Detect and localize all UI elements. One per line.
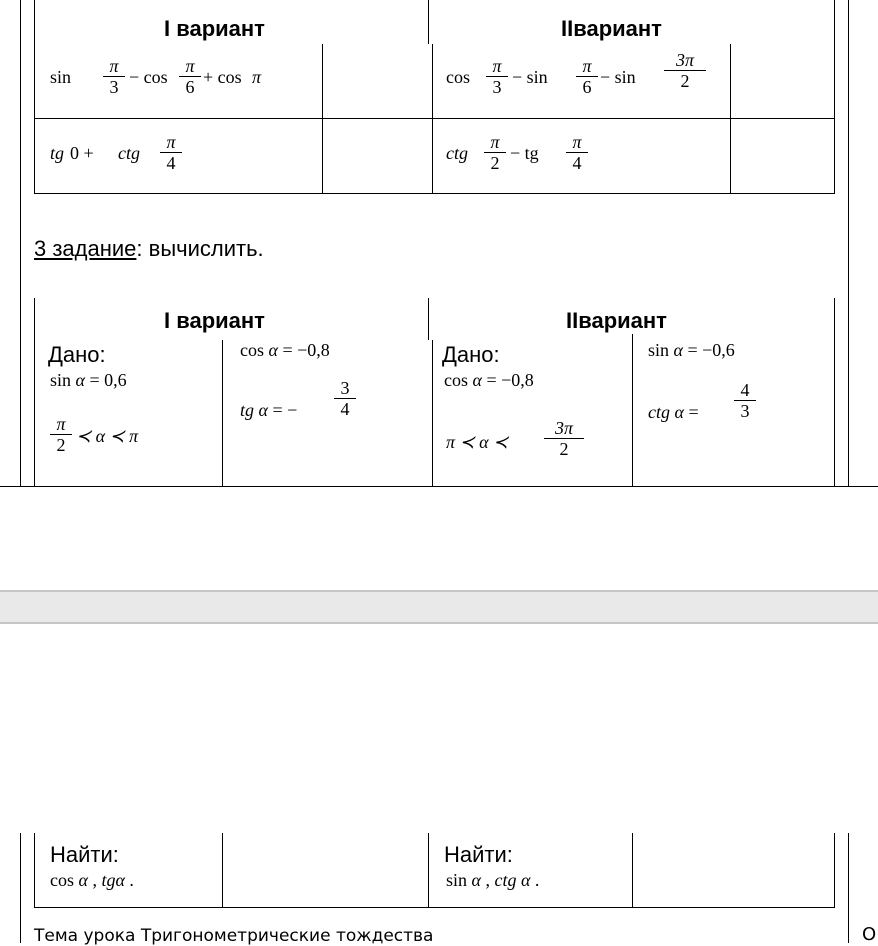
task3-v1-find-label: Найти: — [50, 842, 119, 867]
task3-v1-given-line1: sin α = 0,6 — [50, 370, 127, 390]
page-1-bottom-edge — [0, 486, 878, 487]
task3-header-variant-1: I вариант — [164, 308, 265, 333]
task3-v2-given-label: Дано: — [442, 342, 500, 367]
page-border-left — [20, 0, 21, 486]
task3-v2-answer1: sin α = −0,6 — [648, 340, 735, 360]
task3-header-variant-2: IIвариант — [566, 308, 667, 333]
task3-heading: 3 задание: вычислить. — [34, 236, 264, 261]
task3-v1-given-label: Дано: — [48, 342, 106, 367]
task3-v1-answer1: cos α = −0,8 — [240, 340, 330, 360]
task3-heading-link: 3 задание — [34, 236, 137, 261]
task2-header-variant-1: I вариант — [164, 16, 265, 41]
task3-v2-find-value: sin α , ctg α . — [446, 870, 540, 890]
page-border-right — [848, 0, 849, 486]
task3-v1-find-value: cos α , tgα . — [50, 870, 134, 890]
task3-v2-find-label: Найти: — [444, 842, 513, 867]
page-separator — [0, 590, 878, 624]
task3-v2-given-line1: cos α = −0,8 — [444, 370, 534, 390]
lesson-topic: Тема урока Тригонометрические тождества — [34, 926, 434, 946]
right-column-letter: О — [862, 924, 877, 945]
task2-header-variant-2: IIвариант — [561, 16, 662, 41]
